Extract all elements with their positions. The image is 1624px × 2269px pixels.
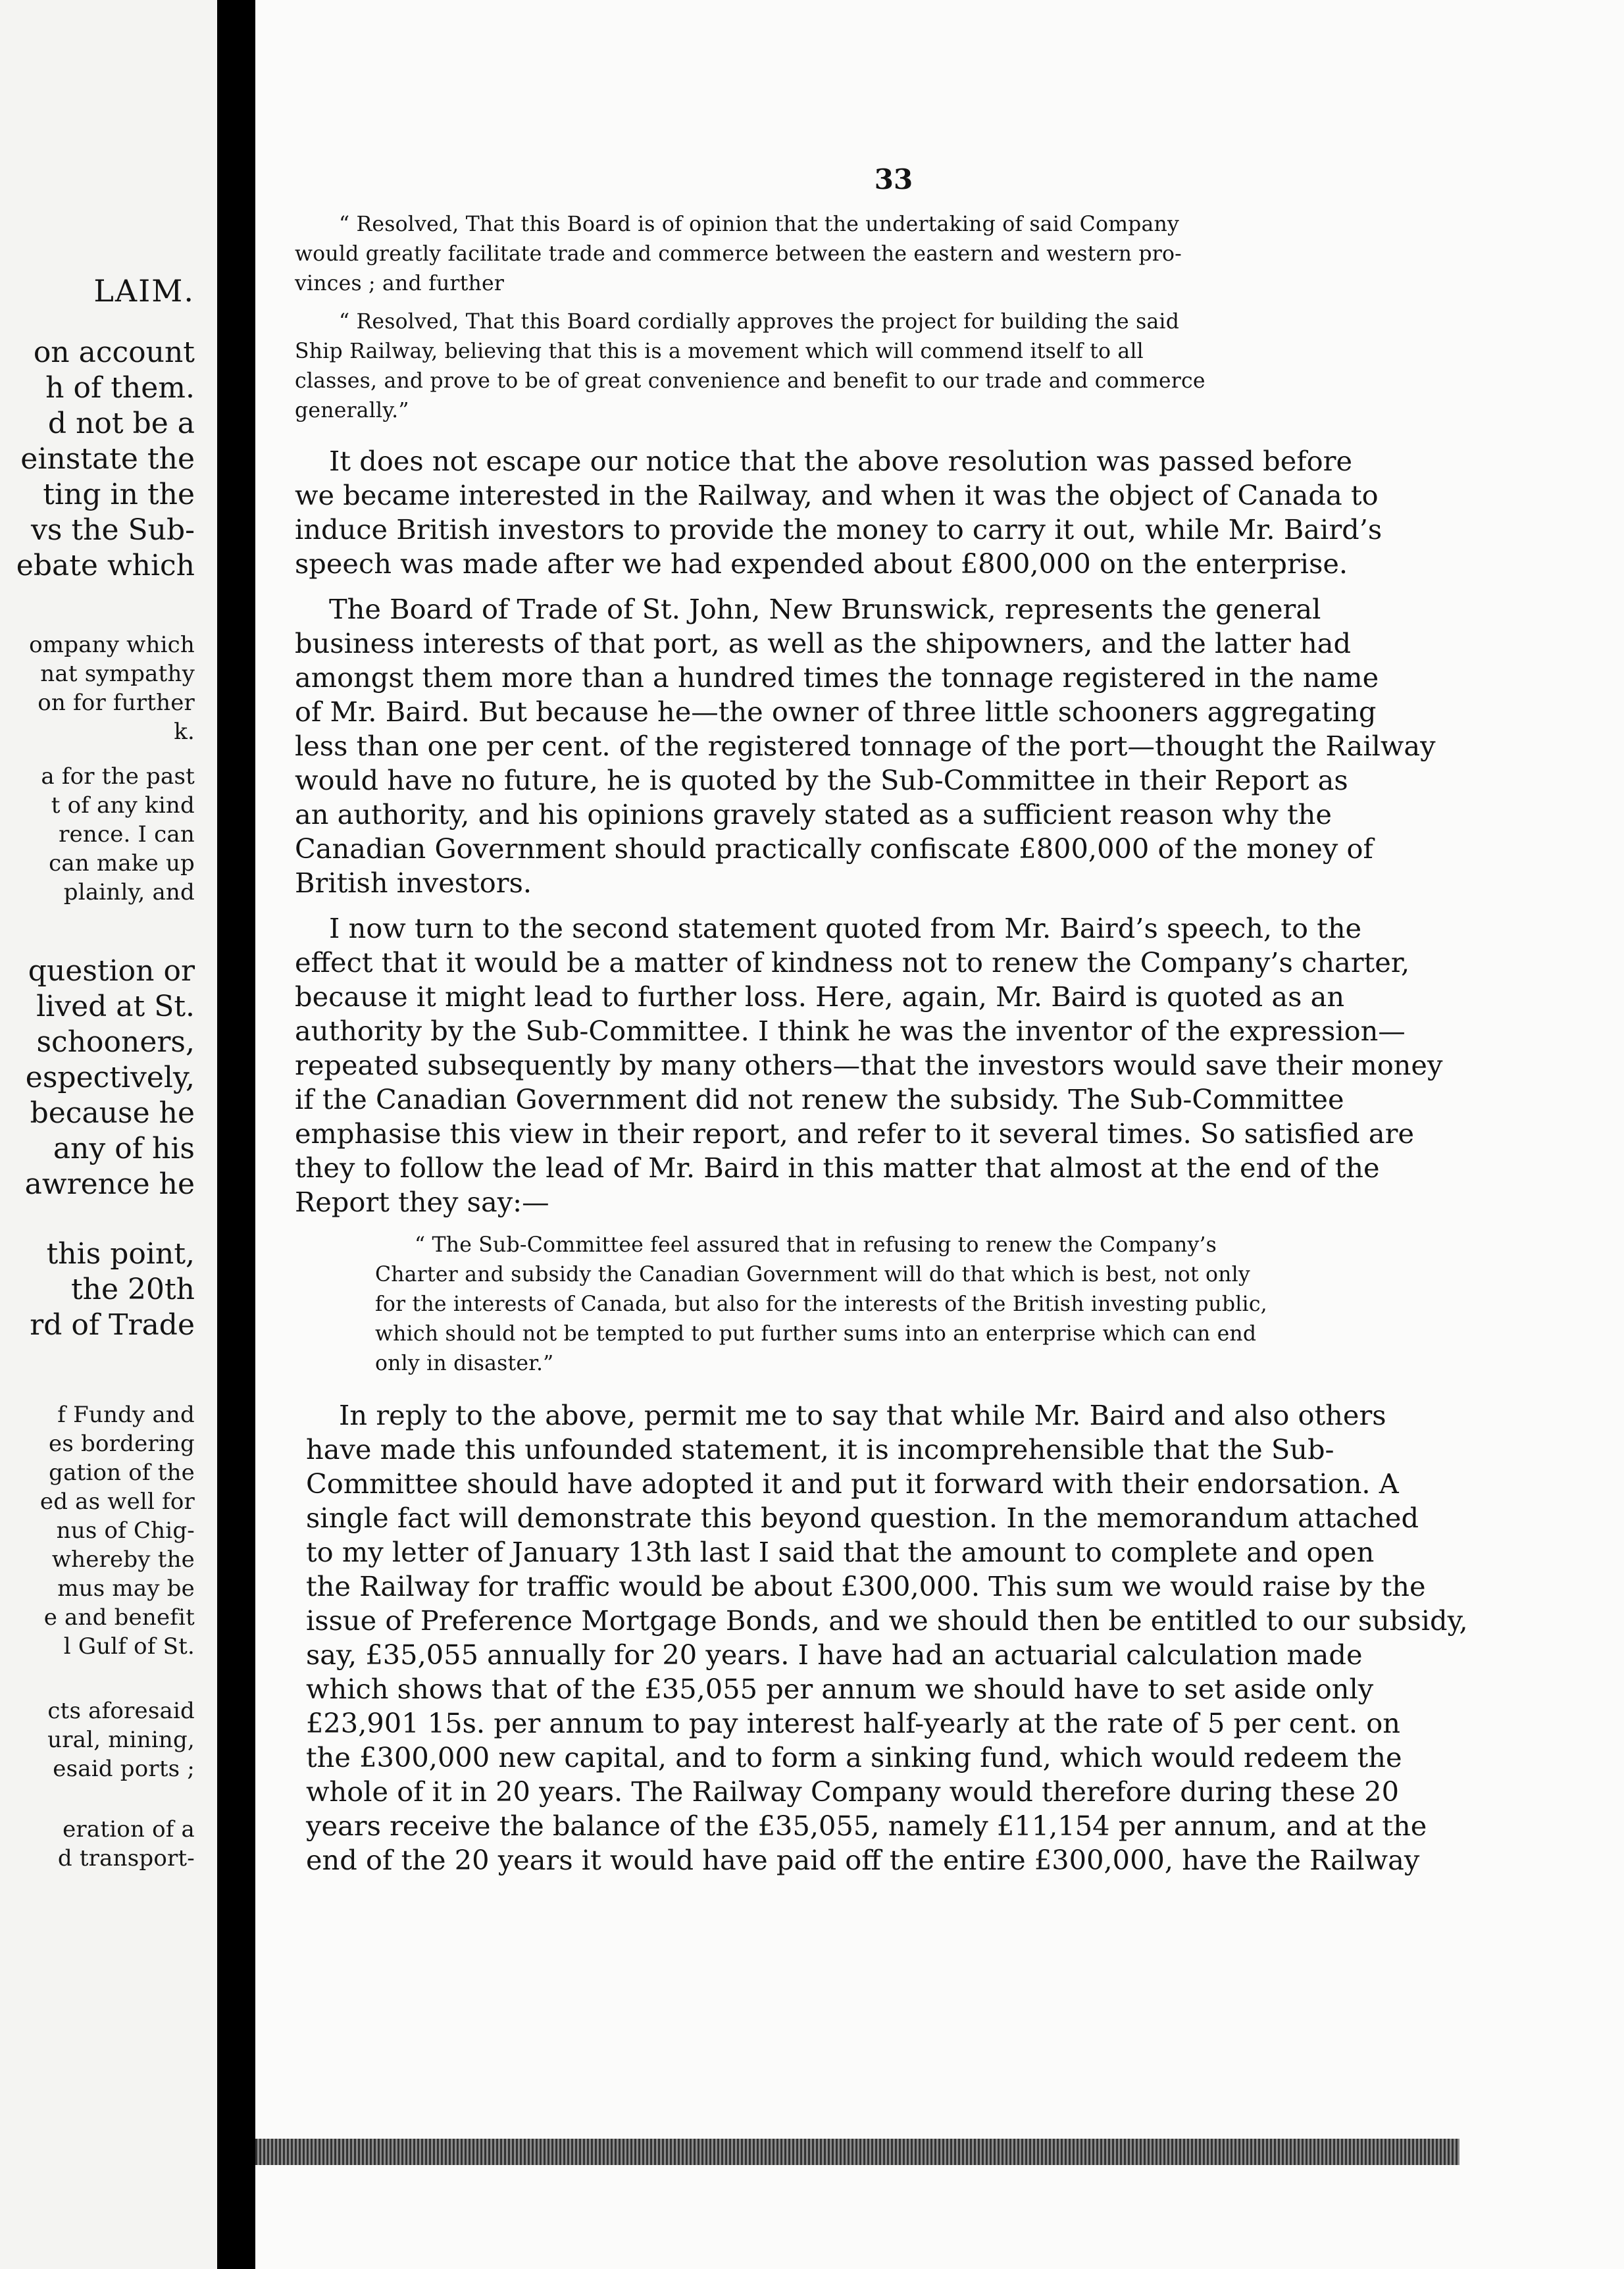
body-text-line: I now turn to the second statement quoted from Mr. Baird’s speech, to the	[329, 912, 1362, 944]
body-text-line: the £300,000 new capital, and to form a sinking fund, which would redeem the	[306, 1741, 1402, 1773]
left-page-text-line: es bordering	[49, 1431, 195, 1457]
left-page-text-line: h of them.	[45, 371, 195, 405]
body-text-line: less than one per cent. of the registered tonnage of the port—thought the Railway	[295, 730, 1436, 762]
quoted-text-line: only in disaster.”	[375, 1352, 554, 1375]
quoted-text-line: “ Resolved, That this Board is of opinion that the undertaking of said Company	[339, 213, 1179, 236]
left-page-text-line: can make up	[49, 850, 195, 877]
left-page-text-line: awrence he	[24, 1167, 195, 1201]
body-text-line: induce British investors to provide the money to carry it out, while Mr. Baird’s	[295, 513, 1383, 546]
left-page-text-line: because he	[30, 1096, 195, 1130]
page-number: 33	[874, 163, 913, 195]
body-text-line: £23,901 15s. per annum to pay interest half-yearly at the rate of 5 per cent. on	[306, 1707, 1401, 1739]
left-page-text-line: k.	[174, 719, 195, 745]
body-text-line: business interests of that port, as well as the shipowners, and the latter had	[295, 627, 1352, 659]
body-text-line: Committee should have adopted it and put it forward with their endorsation. A	[306, 1467, 1399, 1500]
body-text-line: to my letter of January 13th last I said that the amount to complete and open	[306, 1536, 1375, 1568]
left-page-text-line: esaid ports ;	[53, 1756, 195, 1782]
body-text-line: In reply to the above, permit me to say that while Mr. Baird and also others	[339, 1399, 1386, 1431]
quoted-text-line: generally.”	[295, 399, 409, 422]
body-text-line: emphasise this view in their report, and refer to it several times. So satisfied are	[295, 1117, 1415, 1150]
quoted-text-line: “ Resolved, That this Board cordially approves the project for building the said	[339, 310, 1180, 334]
body-text-line: whole of it in 20 years. The Railway Company would therefore during these 20	[306, 1775, 1399, 1808]
left-page-text-line: on account	[33, 336, 195, 369]
quoted-text-line: which should not be tempted to put further sums into an enterprise which can end	[375, 1322, 1257, 1346]
left-page-text-line: question or	[28, 954, 195, 988]
left-page-text-line: vs the Sub-	[31, 513, 195, 547]
left-page-text-line: f Fundy and	[57, 1402, 195, 1428]
body-text-line: end of the 20 years it would have paid off the entire £300,000, have the Railway	[306, 1844, 1420, 1876]
body-text-line: effect that it would be a matter of kindness not to renew the Company’s charter,	[295, 946, 1410, 979]
left-page-text-line: a for the past	[41, 763, 195, 790]
quoted-text-line: Ship Railway, believing that this is a movement which will commend itself to all	[295, 340, 1144, 363]
left-page-text-line: LAIM.	[93, 273, 195, 309]
body-text-line: because it might lead to further loss. Here, again, Mr. Baird is quoted as an	[295, 981, 1345, 1013]
left-page-text-line: cts aforesaid	[47, 1698, 195, 1724]
left-page-text-line: d not be a	[47, 407, 195, 440]
quoted-text-line: would greatly facilitate trade and commerce between the eastern and western pro-	[295, 242, 1182, 266]
body-text-line: British investors.	[295, 867, 532, 899]
body-text-line: repeated subsequently by many others—that the investors would save their money	[295, 1049, 1443, 1081]
body-text-line: Canadian Government should practically confiscate £800,000 of the money of	[295, 832, 1373, 865]
body-text-line: amongst them more than a hundred times the tonnage registered in the name	[295, 661, 1379, 694]
left-page-text-line: schooners,	[36, 1025, 195, 1059]
left-page-text-line: the 20th	[70, 1273, 195, 1306]
left-page	[0, 0, 217, 2269]
left-page-text-line: rence. I can	[59, 821, 195, 848]
left-page-text-line: nus of Chig-	[56, 1517, 195, 1544]
quoted-text-line: classes, and prove to be of great convenience and benefit to our trade and commerce	[295, 369, 1205, 393]
body-text-line: years receive the balance of the £35,055, namely £11,154 per annum, and at the	[306, 1810, 1427, 1842]
body-text-line: authority by the Sub-Committee. I think he was the inventor of the expression—	[295, 1015, 1406, 1047]
left-page-text-line: ural, mining,	[47, 1727, 195, 1753]
left-page-text-line: ebate which	[16, 549, 195, 582]
book-gutter	[217, 0, 255, 2269]
body-text-line: an authority, and his opinions gravely stated as a sufficient reason why the	[295, 798, 1332, 830]
left-page-text-line: gation of the	[49, 1460, 195, 1486]
body-text-line: which shows that of the £35,055 per annum we should have to set aside only	[306, 1673, 1374, 1705]
left-page-text-line: t of any kind	[51, 792, 195, 819]
left-page-text-line: this point,	[46, 1237, 195, 1271]
body-text-line: have made this unfounded statement, it is incomprehensible that the Sub-	[306, 1433, 1334, 1466]
left-page-text-line: ed as well for	[39, 1489, 195, 1515]
left-page-text-line: e and benefit	[43, 1604, 195, 1631]
body-text-line: speech was made after we had expended about £800,000 on the enterprise.	[295, 548, 1348, 580]
left-page-text-line: einstate the	[20, 442, 195, 476]
body-text-line: The Board of Trade of St. John, New Brunswick, represents the general	[329, 593, 1321, 625]
left-page-text-line: whereby the	[51, 1546, 195, 1573]
left-page-text-line: lived at St.	[36, 990, 195, 1023]
left-page-text-line: nat sympathy	[40, 661, 195, 687]
body-text-line: single fact will demonstrate this beyond question. In the memorandum attached	[306, 1502, 1419, 1534]
right-page	[255, 0, 1624, 2269]
body-text-line: we became interested in the Railway, and when it was the object of Canada to	[295, 479, 1379, 511]
body-text-line: if the Canadian Government did not renew the subsidy. The Sub-Committee	[295, 1083, 1344, 1115]
body-text-line: It does not escape our notice that the above resolution was passed before	[329, 445, 1353, 477]
body-text-line: would have no future, he is quoted by the Sub-Committee in their Report as	[295, 764, 1348, 796]
left-page-text-line: plainly, and	[63, 879, 195, 905]
body-text-line: they to follow the lead of Mr. Baird in this matter that almost at the end of the	[295, 1152, 1380, 1184]
left-page-text-line: eration of a	[63, 1816, 195, 1843]
quoted-text-line: Charter and subsidy the Canadian Government will do that which is best, not only	[375, 1263, 1250, 1287]
left-page-text-line: ompany which	[29, 632, 195, 658]
body-text-line: say, £35,055 annually for 20 years. I have had an actuarial calculation made	[306, 1639, 1363, 1671]
left-page-text-line: ting in the	[43, 478, 195, 511]
left-page-text-line: any of his	[53, 1132, 195, 1165]
body-text-line: issue of Preference Mortgage Bonds, and we should then be entitled to our subsidy,	[306, 1604, 1468, 1637]
page-edge-stack	[255, 2139, 1459, 2165]
body-text-line: the Railway for traffic would be about £300,000. This sum we would raise by the	[306, 1570, 1426, 1602]
left-page-text-line: mus may be	[57, 1575, 195, 1602]
left-page-text-line: espectively,	[25, 1061, 195, 1094]
body-text-line: Report they say:—	[295, 1186, 549, 1218]
quoted-text-line: for the interests of Canada, but also for the interests of the British investing public,	[375, 1292, 1267, 1316]
quoted-text-line: vinces ; and further	[295, 272, 505, 295]
left-page-text-line: on for further	[38, 690, 195, 716]
left-page-text-line: l Gulf of St.	[63, 1633, 195, 1660]
body-text-line: of Mr. Baird. But because he—the owner of three little schooners aggregating	[295, 696, 1377, 728]
quoted-text-line: “ The Sub-Committee feel assured that in refusing to renew the Company’s	[415, 1233, 1217, 1257]
left-page-text-line: d transport-	[57, 1845, 195, 1872]
left-page-text-line: rd of Trade	[30, 1308, 195, 1342]
